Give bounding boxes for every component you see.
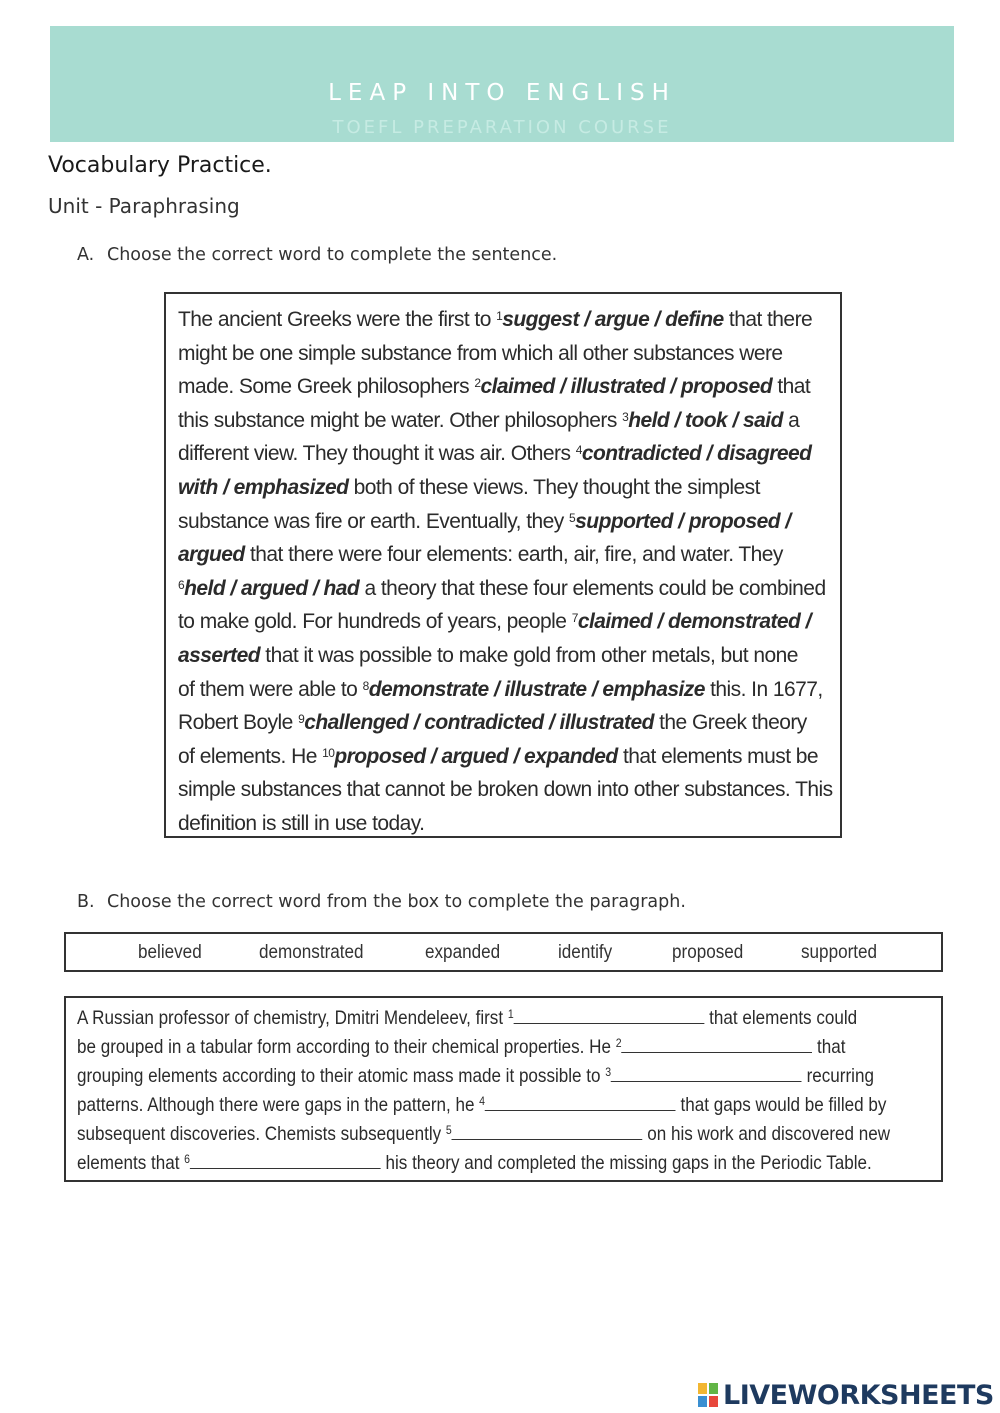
passage-text: might be one simple substance from which all other substances were — [178, 341, 783, 365]
passage-text: this substance might be water. Other philosophers — [178, 408, 623, 432]
passage-line — [178, 773, 840, 807]
paragraph-line — [77, 1065, 874, 1088]
passage-line — [178, 538, 840, 572]
paragraph-line — [77, 1036, 846, 1059]
answer-options[interactable]: held / argued / had — [184, 576, 360, 600]
word-bank-item[interactable]: identify — [558, 942, 613, 963]
blank-number: 6 — [184, 1152, 191, 1166]
passage-text: of them were able to — [178, 677, 363, 701]
course-subtitle: TOEFL PREPARATION COURSE — [332, 117, 672, 138]
blank-number: 2 — [615, 1036, 622, 1050]
passage-text: different view. They thought it was air. Others — [178, 442, 576, 466]
passage-text: a — [782, 408, 800, 432]
logo-square — [697, 1395, 708, 1408]
passage-line — [178, 572, 840, 606]
word-bank-item[interactable]: expanded — [425, 942, 501, 963]
blank-number: 5 — [445, 1123, 452, 1137]
item-number: 1 — [496, 309, 503, 323]
answer-options[interactable]: challenged / contradicted / illustrated — [304, 711, 654, 735]
passage-text: a theory that these four elements could be combined — [359, 576, 826, 600]
paragraph-b-box — [64, 996, 943, 1182]
logo-square — [708, 1382, 719, 1395]
passage-text: that there were four elements: earth, air, fire, and water. They — [244, 543, 783, 567]
instruction-b — [77, 892, 686, 912]
passage-text: that elements must be — [617, 744, 819, 768]
instruction-b-text: Choose the correct word from the box to complete the paragraph. — [107, 892, 686, 912]
item-number: 6 — [178, 577, 185, 592]
word-bank-item[interactable]: proposed — [672, 942, 744, 963]
blank-number: 1 — [507, 1007, 514, 1021]
passage-line — [178, 471, 840, 505]
passage-text: of elements. He — [178, 744, 323, 768]
passage-line — [178, 807, 840, 841]
answer-blank[interactable] — [622, 1038, 813, 1053]
paragraph-text: elements that — [77, 1152, 185, 1174]
answer-options[interactable]: demonstrate / illustrate / emphasize — [368, 677, 705, 701]
paragraph-text: A Russian professor of chemistry, Dmitri Mendeleev, first — [77, 1007, 508, 1029]
paragraph-line — [77, 1152, 872, 1175]
item-number: 5 — [569, 510, 576, 525]
passage-text: that — [772, 375, 811, 399]
blank-number: 3 — [605, 1065, 612, 1079]
item-number: 10 — [322, 745, 335, 760]
passage-line — [178, 605, 840, 639]
passage-text: this. In 1677, — [704, 677, 823, 701]
course-title: LEAP INTO ENGLISH — [328, 80, 676, 106]
passage-text: to make gold. For hundreds of years, people — [178, 610, 572, 634]
passage-text: simple substances that cannot be broken down into other substances. This — [178, 778, 833, 802]
paragraph-text: subsequent discoveries. Chemists subsequently — [77, 1123, 446, 1145]
answer-blank[interactable] — [452, 1125, 643, 1140]
passage-text: made. Some Greek philosophers — [178, 375, 475, 399]
paragraph-text: that gaps would be filled by — [675, 1094, 887, 1116]
passage-line — [178, 505, 840, 539]
answer-blank[interactable] — [485, 1096, 676, 1111]
item-number: 9 — [298, 712, 305, 727]
passage-text: that there — [723, 308, 813, 331]
answer-options[interactable]: argued — [178, 543, 245, 567]
passage-line — [178, 437, 840, 471]
paragraph-text: recurring — [801, 1065, 874, 1087]
word-bank-item[interactable]: believed — [138, 942, 202, 963]
item-number: 2 — [474, 376, 481, 391]
word-bank-box — [64, 932, 943, 972]
paragraph-text: grouping elements according to their atomic mass made it possible to — [77, 1065, 606, 1087]
paragraph-text: be grouped in a tabular form according to their chemical properties. He — [77, 1036, 616, 1058]
item-number: 7 — [571, 611, 578, 626]
paragraph-line — [77, 1123, 890, 1146]
passage-line — [178, 706, 840, 740]
passage-text: The ancient Greeks were the first to — [178, 308, 497, 331]
answer-options[interactable]: proposed / argued / expanded — [334, 744, 618, 768]
passage-text: the Greek theory — [653, 711, 807, 735]
paragraph-line — [77, 1007, 857, 1030]
answer-blank[interactable] — [514, 1009, 705, 1024]
answer-options[interactable]: suggest / argue / define — [502, 308, 724, 331]
answer-options[interactable]: claimed / demonstrated / — [577, 610, 811, 634]
paragraph-text: that — [812, 1036, 846, 1058]
liveworksheets-logo — [697, 1378, 994, 1412]
passage-line — [178, 337, 840, 371]
answer-blank[interactable] — [611, 1067, 802, 1082]
paragraph-text: that elements could — [704, 1007, 858, 1029]
item-number: 8 — [362, 678, 369, 693]
passage-line — [178, 303, 840, 337]
item-number: 4 — [575, 443, 582, 458]
item-number: 3 — [622, 409, 629, 424]
passage-text: both of these views. They thought the simplest — [348, 475, 760, 499]
answer-options[interactable]: asserted — [178, 643, 260, 667]
word-bank-item[interactable]: supported — [801, 942, 878, 963]
passage-line — [178, 370, 840, 404]
logo-square — [708, 1395, 719, 1408]
passage-text: that it was possible to make gold from other metals, but none — [260, 643, 798, 667]
passage-line — [178, 673, 840, 707]
instruction-a-marker: A. — [77, 245, 95, 265]
blank-number: 4 — [479, 1094, 486, 1108]
instruction-b-marker: B. — [77, 892, 95, 912]
answer-options[interactable]: held / took / said — [628, 408, 783, 432]
unit-label: Unit - Paraphrasing — [48, 194, 240, 218]
header-banner — [50, 26, 954, 142]
answer-options[interactable]: contradicted / disagreed — [581, 442, 812, 466]
answer-options[interactable]: supported / proposed / — [575, 509, 791, 533]
passage-line — [178, 404, 840, 438]
passage-line — [178, 639, 840, 673]
paragraph-text: patterns. Although there were gaps in the pattern, he — [77, 1094, 480, 1116]
passage-text: definition is still in use today. — [178, 811, 425, 835]
instruction-a — [77, 245, 557, 265]
liveworksheets-logo-text: LIVEWORKSHEETS — [723, 1379, 994, 1411]
answer-blank[interactable] — [190, 1154, 381, 1169]
passage-line — [178, 740, 840, 774]
paragraph-line — [77, 1094, 886, 1117]
passage-a-box — [164, 292, 842, 838]
passage-text: Robert Boyle — [178, 711, 299, 735]
liveworksheets-logo-icon — [697, 1382, 719, 1408]
answer-options[interactable]: claimed / illustrated / proposed — [480, 375, 773, 399]
logo-square — [697, 1382, 708, 1395]
passage-text: substance was fire or earth. Eventually, they — [178, 509, 570, 533]
answer-options[interactable]: with / emphasized — [178, 475, 349, 499]
word-bank-item[interactable]: demonstrated — [259, 942, 364, 963]
paragraph-text: on his work and discovered new — [642, 1123, 891, 1145]
instruction-a-text: Choose the correct word to complete the sentence. — [107, 245, 558, 265]
page-title: Vocabulary Practice. — [48, 153, 272, 178]
paragraph-text: his theory and completed the missing gaps in the Periodic Table. — [380, 1152, 872, 1174]
